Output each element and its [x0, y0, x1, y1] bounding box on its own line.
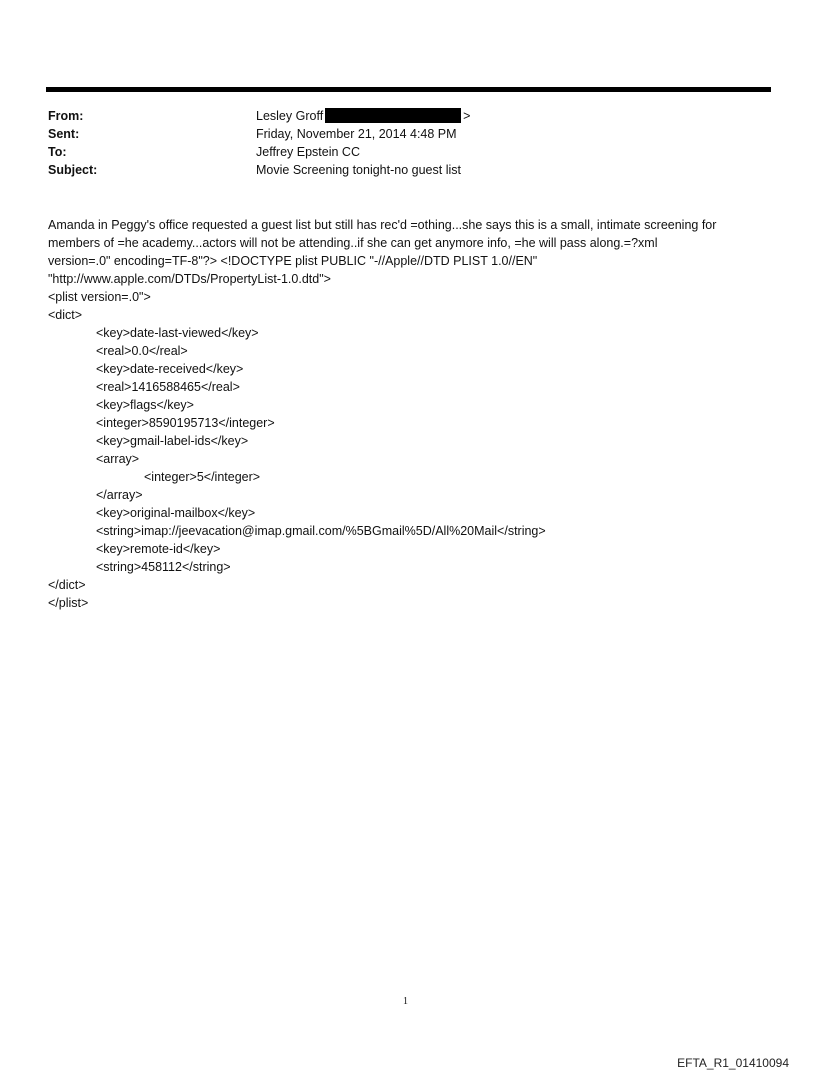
- message-paragraph: [48, 216, 778, 288]
- sender-suffix: >: [463, 109, 471, 123]
- email-header: [48, 107, 768, 179]
- plist-line: <real>1416588465</real>: [96, 380, 240, 394]
- subject-value: Movie Screening tonight-no guest list: [256, 163, 461, 177]
- plist-line: <key>flags</key>: [96, 398, 194, 412]
- plist-line: <key>date-received</key>: [96, 362, 244, 376]
- plist-line: <integer>8590195713</integer>: [96, 416, 275, 430]
- plist-line: <key>original-mailbox</key>: [96, 506, 256, 520]
- from-value: [256, 107, 470, 125]
- plist-line: <key>date-last-viewed</key>: [96, 326, 259, 340]
- plist-line: <key>remote-id</key>: [96, 542, 221, 556]
- plist-line: <integer>5</integer>: [144, 470, 261, 484]
- plist-line: <string>imap://jeevacation@imap.gmail.com/%5BGmail%5D/All%20Mail</string>: [96, 524, 546, 538]
- sent-value: Friday, November 21, 2014 4:48 PM: [256, 127, 457, 141]
- subject-row: [48, 161, 768, 179]
- plist-line: <key>gmail-label-ids</key>: [96, 434, 249, 448]
- page-number: 1: [403, 996, 408, 1007]
- plist-line: </dict>: [48, 578, 86, 592]
- email-body: [48, 216, 778, 612]
- paragraph-line: version=.0" encoding=TF-8"?> <!DOCTYPE plist PUBLIC "-//Apple//DTD PLIST 1.0//EN": [48, 254, 538, 268]
- plist-line: <array>: [96, 452, 140, 466]
- to-value: Jeffrey Epstein CC: [256, 145, 360, 159]
- from-row: [48, 107, 768, 125]
- plist-line: <plist version=.0">: [48, 290, 151, 304]
- to-label: To:: [48, 145, 67, 159]
- sender-name: Lesley Groff: [256, 109, 324, 123]
- sent-row: [48, 125, 768, 143]
- to-row: [48, 143, 768, 161]
- plist-line: </array>: [96, 488, 143, 502]
- paragraph-line: members of =he academy...actors will not be attending..if she can get anymore info, =he will pass along.=?xml: [48, 236, 658, 250]
- header-divider: [46, 87, 771, 92]
- subject-label: Subject:: [48, 163, 98, 177]
- plist-line: <string>458112</string>: [96, 560, 231, 574]
- from-label: From:: [48, 109, 84, 123]
- plist-line: <dict>: [48, 308, 83, 322]
- paragraph-line: Amanda in Peggy's office requested a guest list but still has rec'd =othing...she says this is a small, intimate screening for: [48, 218, 717, 232]
- plist-line: <real>0.0</real>: [96, 344, 188, 358]
- sent-label: Sent:: [48, 127, 80, 141]
- plist-line: </plist>: [48, 596, 89, 610]
- paragraph-line: "http://www.apple.com/DTDs/PropertyList-1.0.dtd">: [48, 272, 331, 286]
- document-id: EFTA_R1_01410094: [677, 1056, 789, 1070]
- plist-block: [48, 288, 778, 612]
- redaction-box: [325, 108, 461, 123]
